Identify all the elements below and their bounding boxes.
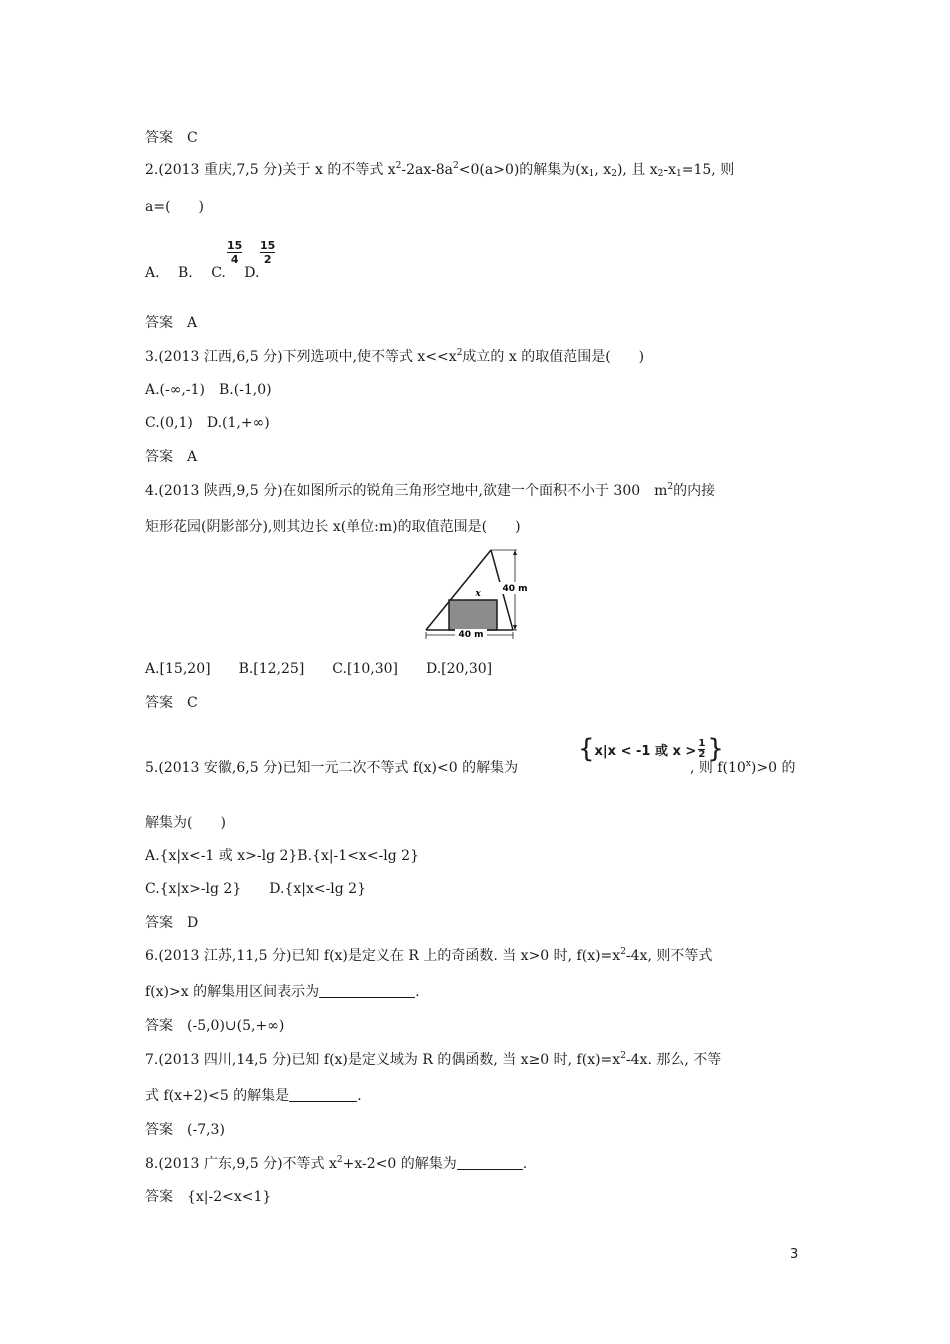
shaded-rectangle (449, 600, 497, 630)
question-5-options-cd: C.{x|x>-lg 2} D.{x|x<-lg 2} (145, 881, 366, 897)
label-height: 40 m (502, 584, 528, 594)
answer-2: 答案 A (145, 315, 198, 331)
question-6-line-2: f(x)>x 的解集用区间表示为 . (145, 984, 420, 1000)
answer-4: 答案 C (145, 695, 198, 711)
answer-3: 答案 A (145, 449, 198, 465)
fill-in-blank (457, 1155, 523, 1170)
question-5-line-2: 解集为( ) (145, 815, 226, 831)
answer-8: 答案 {x|-2<x<1} (145, 1189, 272, 1205)
question-8: 8.(2013 广东,9,5 分)不等式 $x^2+x-2<0$ 的解集为 . (145, 1155, 528, 1172)
question-4-line-2: 矩形花园(阴影部分),则其边长 x(单位:m)的取值范围是( ) (145, 519, 521, 535)
question-5-line-1-a: 5.(2013 安徽,6,5 分)已知一元二次不等式 f(x)<0 的解集为 (145, 760, 519, 776)
fill-in-blank (319, 983, 415, 998)
answer-1: 答案 C (145, 130, 198, 146)
fill-in-blank (289, 1087, 357, 1102)
question-6-line-1: 6.(2013 江苏,11,5 分)已知 f(x)是定义在 R 上的奇函数. 当 x>0 时, $f(x)=x^2-4x$, 则不等式 (145, 947, 713, 964)
answer-6: 答案 (-5,0)∪(5,+∞) (145, 1018, 285, 1034)
question-2-line-2: a=( ) (145, 199, 205, 215)
triangle-garden-figure (420, 545, 530, 640)
answer-7: 答案 (-7,3) (145, 1122, 225, 1138)
option-d-fraction: 15 2 (260, 239, 276, 266)
question-4-line-1: 4.(2013 陕西,9,5 分)在如图所示的锐角三角形空地中,欲建一个面积不小于 300 $m^2$的内接 (145, 482, 716, 499)
label-x: x (475, 589, 481, 599)
page-number: 3 (790, 1247, 799, 1262)
solution-set-image: { x|x < -1 或 x > 1 2 } (578, 734, 724, 764)
question-5-options-ab: A.{x|x<-1 或 x>-lg 2}B.{x|-1<x<-lg 2} (145, 848, 419, 864)
question-2-options: A. B. C. D. (145, 265, 260, 281)
answer-5: 答案 D (145, 915, 199, 931)
question-7-line-2: 式 f(x+2)<5 的解集是 . (145, 1088, 362, 1104)
question-7-line-1: 7.(2013 四川,14,5 分)已知 f(x)是定义域为 R 的偶函数, 当 x≥0 时, $f(x)=x^2-4x$. 那么, 不等 (145, 1051, 722, 1068)
question-5-line-1-b: , 则 $f(10^x)>0$ 的 (690, 759, 796, 776)
question-3-options-ab: A.(-∞,-1) B.(-1,0) (145, 382, 272, 398)
label-base: 40 m (458, 630, 484, 640)
question-3-options-cd: C.(0,1) D.(1,+∞) (145, 415, 270, 431)
question-2-line-1: 2.(2013 重庆,7,5 分)关于 x 的不等式 $x^2-2ax-8a^2<0(a>0)$的解集为($x_1$, $x_2$), 且 $x_2-x_1=15$, 则 (145, 161, 735, 179)
option-c-fraction: 15 4 (227, 239, 243, 266)
question-4-options: A.[15,20] B.[12,25] C.[10,30] D.[20,30] (145, 661, 493, 677)
question-3: 3.(2013 江西,6,5 分)下列选项中,使不等式 $x<<x^2$成立的 x 的取值范围是( ) (145, 348, 645, 365)
